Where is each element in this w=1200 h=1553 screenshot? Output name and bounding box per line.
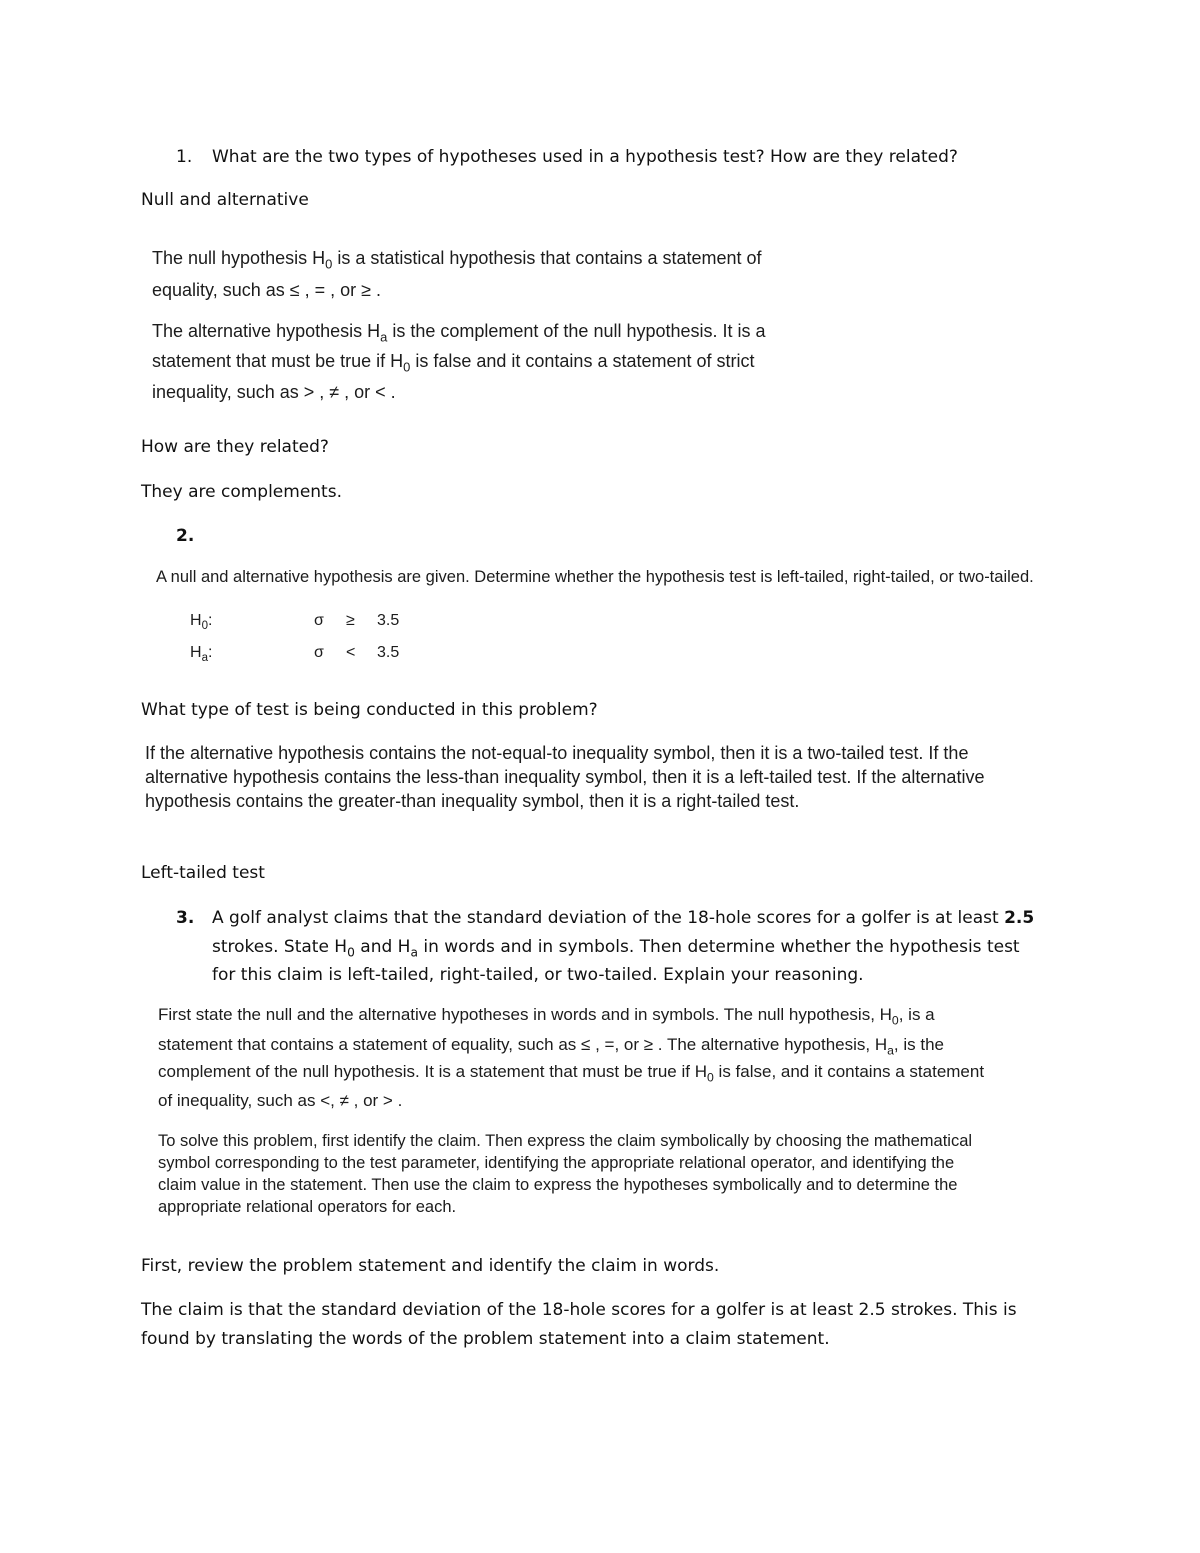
claim-line2: found by translating the words of the problem statement into a claim statement. <box>141 1329 830 1349</box>
question-1-number: 1. <box>176 147 193 167</box>
question-1-answer-intro: Null and alternative <box>141 190 309 210</box>
tail-explanation-line2: alternative hypothesis contains the less-than inequality symbol, then it is a left-tailed test. If the alternative <box>145 767 985 787</box>
test-type-question: What type of test is being conducted in this problem? <box>141 700 598 720</box>
question-1-text: What are the two types of hypotheses used in a hypothesis test? How are they related? <box>212 147 958 167</box>
alt-hypothesis-definition-line3: inequality, such as > , ≠ , or < . <box>152 382 396 402</box>
null-hypothesis-definition: The null hypothesis $H_0$ is a statistical hypothesis that contains a statement of <box>152 248 762 272</box>
alt-hypothesis-label: $H_a$: <box>190 644 213 665</box>
question-3-line1: A golf analyst claims that the standard deviation of the 18-hole scores for a golfer is at least 2.5 <box>212 908 1035 928</box>
solve-steps-line2: symbol corresponding to the test parameter, identifying the appropriate relational operator, and identifying the <box>158 1154 955 1172</box>
instructions-line1: First state the null and the alternative hypotheses in words and in symbols. The null hypothesis, $H_0$, is a <box>158 1005 935 1028</box>
how-related-answer: They are complements. <box>141 482 342 502</box>
alt-hypothesis-operator: < <box>346 644 356 661</box>
solve-steps-line4: appropriate relational operators for each. <box>158 1198 457 1216</box>
tail-explanation-line3: hypothesis contains the greater-than inequality symbol, then it is a right-tailed test. <box>145 791 800 811</box>
question-2-answer: Left-tailed test <box>141 863 265 883</box>
null-hypothesis-definition-line2: equality, such as ≤ , = , or ≥ . <box>152 280 382 300</box>
alt-hypothesis-value: 3.5 <box>377 644 400 661</box>
question-2-prompt: A null and alternative hypothesis are given. Determine whether the hypothesis test is left-tailed, right-tailed, or two-tailed. <box>156 568 1034 586</box>
review-instruction: First, review the problem statement and identify the claim in words. <box>141 1256 720 1276</box>
null-hypothesis-parameter: σ <box>314 612 324 629</box>
alt-hypothesis-definition-line2: statement that must be true if $H_0$ is false and it contains a statement of strict <box>152 351 755 375</box>
alt-hypothesis-row <box>190 644 430 668</box>
claim-line1: The claim is that the standard deviation of the 18-hole scores for a golfer is at least 2.5 strokes. This is <box>141 1300 1017 1320</box>
alt-hypothesis-parameter: σ <box>314 644 324 661</box>
null-hypothesis-operator: ≥ <box>346 612 355 629</box>
question-3-line3: for this claim is left-tailed, right-tailed, or two-tailed. Explain your reasoning. <box>212 965 864 985</box>
null-hypothesis-row <box>190 612 430 636</box>
null-hypothesis-value: 3.5 <box>377 612 400 629</box>
instructions-line3: complement of the null hypothesis. It is a statement that must be true if $H_0$ is false, and it contains a statement <box>158 1062 985 1085</box>
solve-steps-line3: claim value in the statement. Then use the claim to express the hypotheses symbolically and to determine the <box>158 1176 958 1194</box>
tail-explanation-line1: If the alternative hypothesis contains the not-equal-to inequality symbol, then it is a two-tailed test. If the <box>145 743 969 763</box>
question-2-number: 2. <box>176 526 195 546</box>
question-3-number: 3. <box>176 908 195 928</box>
question-3-line2: strokes. State $H_0$ and $H_a$ in words and in symbols. Then determine whether the hypothesis test <box>212 937 1020 960</box>
alt-hypothesis-definition: The alternative hypothesis $H_a$ is the complement of the null hypothesis. It is a <box>152 321 766 345</box>
instructions-line2: statement that contains a statement of equality, such as ≤ , =, or ≥ . The alternative hypothesis, $H_a$, is the <box>158 1035 945 1058</box>
null-hypothesis-label: $H_0$: <box>190 612 213 633</box>
solve-steps-line1: To solve this problem, first identify the claim. Then express the claim symbolically by choosing the mathematical <box>158 1132 973 1150</box>
how-related-question: How are they related? <box>141 437 329 457</box>
instructions-line4: of inequality, such as <, ≠ , or > . <box>158 1091 403 1110</box>
